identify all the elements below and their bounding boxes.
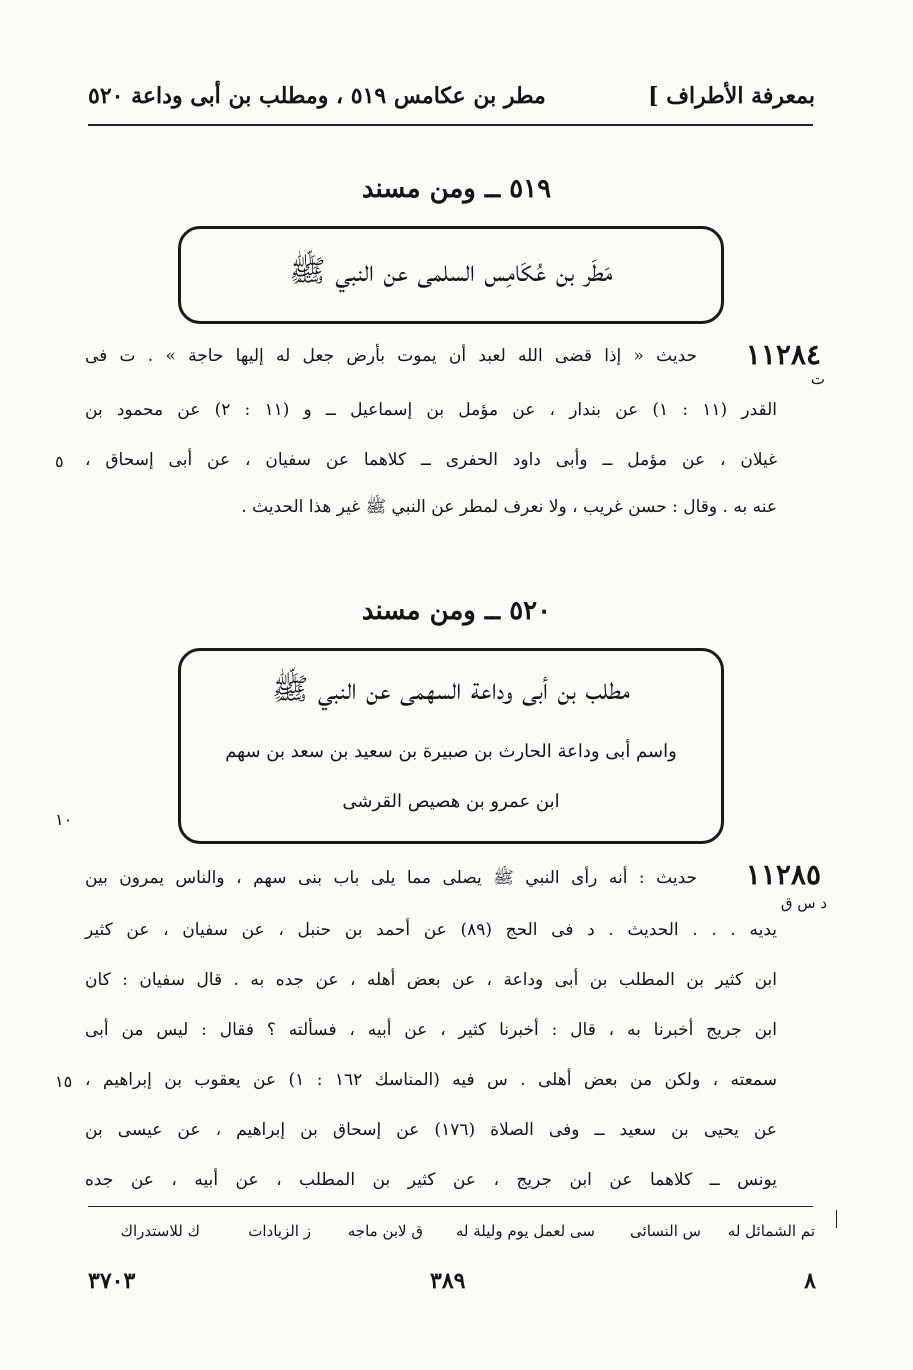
running-page-number: ٣٧٠٣ — [88, 1268, 136, 1294]
section-519-title: ٥١٩ ــ ومن مسند — [361, 174, 552, 204]
sigla-key-item: ز الزيادات — [248, 1222, 311, 1240]
hadith-11285-line-5: سمعته ، ولكن من بعض أهلى . س فيه (المناسك ١٦٢ : ١) عن يعقوب بن إبراهيم ، — [85, 1070, 777, 1090]
section-519-name: مَطَر بن عُكَامِس السلمى عن النبي ﷺ — [289, 254, 613, 289]
hadith-11285-line-1: حديث : أنه رأى النبي ﷺ يصلى مما يلى باب بنى سهم ، والناس يمرون بين — [85, 868, 697, 888]
hadith-11285-line-3: ابن كثير بن المطلب بن أبى وداعة ، عن بعض أهله ، عن جده به . قال سفيان : كان — [85, 970, 777, 990]
hadith-11285-line-2: يديه . . . الحديث . د فى الحج (٨٩) عن أحمد بن حنبل ، عن سفيان ، عن كثير — [85, 920, 777, 940]
line-number-15: ١٥ — [55, 1072, 73, 1091]
hadith-11285-margin-sigla: د س ق — [780, 894, 827, 912]
volume-number: ٨ — [804, 1268, 816, 1294]
hadith-11285-line-4: ابن جريج أخبرنا به ، قال : أخبرنا كثير ، عن أبيه ، فسألته ؟ فقال : ليس من أبى — [85, 1020, 777, 1040]
footnote-tick — [836, 1210, 837, 1228]
line-number-10: ١٠ — [55, 810, 73, 829]
hadith-11285-line-7: يونس ــ كلاهما عن ابن جريج ، عن كثير بن المطلب ، عن أبيه ، عن جده — [85, 1170, 777, 1190]
header-running-title: مطر بن عكامس ٥١٩ ، ومطلب بن أبى وداعة ٥٢٠ — [88, 83, 546, 109]
section-519-name-box — [178, 226, 724, 324]
footnote-rule — [88, 1206, 813, 1207]
hadith-11284-line-1: حديث « إذا قضى الله لعبد أن يموت بأرض جعل له إليها حاجة » . ت فى — [85, 346, 697, 366]
sigla-key-item: تم الشمائل له — [727, 1222, 815, 1240]
sigla-key-item: ك للاستدراك — [120, 1222, 200, 1240]
hadith-11284-line-4: عنه به . وقال : حسن غريب ، ولا نعرف لمطر عن النبي ﷺ غير هذا الحديث . — [241, 497, 777, 517]
hadith-11284-line-2: القدر (١١ : ١) عن بندار ، عن مؤمل بن إسماعيل ــ و (١١ : ٢) عن محمود بن — [85, 400, 777, 420]
hadith-11284-margin-siglum: ت — [810, 370, 825, 388]
section-520-title: ٥٢٠ ــ ومن مسند — [361, 596, 552, 626]
hadith-11285-number: ١١٢٨٥ — [745, 858, 821, 891]
line-number-5: ٥ — [55, 452, 64, 471]
page-number: ٣٨٩ — [430, 1268, 466, 1294]
hadith-11285-line-6: عن يحيى بن سعيد ــ وفى الصلاة (١٧٦) عن إسحاق بن إبراهيم ، عن عيسى بن — [85, 1120, 777, 1140]
sigla-key-item: سى لعمل يوم وليلة له — [455, 1222, 595, 1240]
sigla-key-item: س النسائى — [630, 1222, 701, 1240]
section-520-name: مطلب بن أبى وداعة السهمى عن النبي ﷺ — [272, 672, 630, 707]
header-section-ref: بمعرفة الأطراف ] — [648, 83, 815, 109]
hadith-11284-number: ١١٢٨٤ — [745, 338, 821, 371]
section-520-lineage-1: واسم أبى وداعة الحارث بن صبيرة بن سعيد بن سعد بن سهم — [225, 741, 677, 762]
section-520-name-box — [178, 648, 724, 844]
hadith-11284-line-3: غيلان ، عن مؤمل ــ وأبى داود الحفرى ــ كلاهما عن سفيان ، عن أبى إسحاق ، — [85, 450, 777, 470]
section-520-lineage-2: ابن عمرو بن هصيص القرشى — [342, 791, 560, 812]
header-rule — [88, 124, 813, 126]
sigla-key-item: ق لابن ماجه — [347, 1222, 423, 1240]
